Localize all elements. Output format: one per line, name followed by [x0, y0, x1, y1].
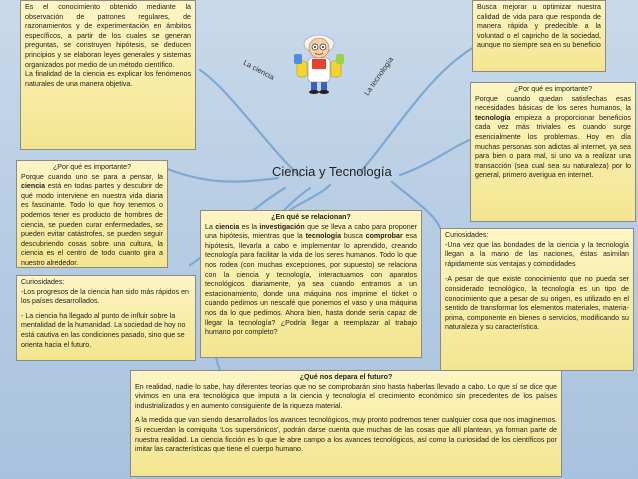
box-futuro [130, 370, 562, 477]
tecnologia-definicion-text: Busca mejorar u optimizar nuestra calidad de vida para que responda de manera rápida y predecible a la voluntad o el capricho de la sociedad, aunque no siempre sea en su beneficio [477, 3, 601, 50]
tecnologia-curiosidades-title: Curiosidades: [445, 231, 489, 239]
ciencia-finalidad-text: La finalidad de la ciencia es explicar los fenómenos naturales de una manera objetiva. [25, 70, 191, 88]
box-ciencia-definicion [20, 0, 196, 150]
tecnologia-importancia-title: ¿Por qué es importante? [513, 85, 593, 93]
ciencia-curiosidades-title: Curiosidades: [21, 278, 65, 286]
relacion-text: La ciencia es la investigación que se lleva a cabo para proponer una hipótesis, mientras que la tecnología busca comprobar esa hipótesis, llevarla a cabo e implementar lo aprendido, creando tecnología para facilitar la vida de los seres humanos. Todo lo que nos rodea (con muchas excepciones, por supuesto) se relaciona con la ciencia y tecnología, interactuamos con aparatos tecnológicos diariamente, ya sea cuando entramos a un estacionamiento, donde una máquina nos imprime el ticket o cuando pedimos un nescafé que ponemos el vaso y una máquina nos da lo que pedimos. Ahora bien, hasta donde seria capaz de llegar la tecnología? ¿Podría llegar a reemplazar al trabajo humano por completo? [205, 222, 417, 337]
connector-to-ciencia-importancia [165, 168, 278, 182]
futuro-paragraph-2: A la medida que van siendo desarrollados los avances tecnológicos, muy pronto podremos tener cualquier cosa que nos imaginemos. Si recuerdan la comiquita ‘Los supersónicos’, podrán darse cuenta que muchas de las cosas que allí plantean, ya forman parte de nuestra realidad. La ciencia ficción es lo que le abre campo a los avances tecnológicos, así como la curiosidad de los científicos por imitar las características que tiene el cuerpo humano. [135, 416, 557, 454]
branch-label-ciencia: La ciencia [241, 58, 276, 82]
futuro-paragraph-1: En realidad, nadie lo sabe, hay diferentes teorías que no se comprobarán sino hasta haberlas llevado a cabo. Lo que sí se dice que vivimos en una era tecnológica que imputa a la ciencia y tecnología el crecimiento económico sin precedentes de los países industrializados y en aumento consiguiente de la riqueza material. [135, 382, 557, 410]
branch-label-tecnologia: La tecnología [362, 55, 396, 98]
connector-to-tecnologia-def [360, 45, 478, 172]
ciencia-importancia-title: ¿Por qué es importante? [52, 163, 132, 171]
box-ciencia-importancia [16, 160, 168, 268]
tecnologia-curiosidades-item-1: -Una vez que las bondades de la ciencia y la tecnología llegan a la mano de las naciones, éstas asimilan rápidamente sus ventajas y comodidades [445, 240, 629, 268]
box-ciencia-curiosidades [16, 275, 196, 361]
ciencia-importancia-text: Porque cuando uno se para a pensar, la ciencia está en todas partes y descubrir de qué modo interviene en nuestra vida diaria es fascinante. Todo lo que hoy tenemos o podemos tener es producto de hombres de ciencia, se pueden curar enfermedades, se pueden evitar catástrofes, se pueden seguir descubriendo cosas sobre una cultura, la ciencia es el centro de todo cuanto gira a nuestro alrededor. [21, 172, 163, 267]
box-tecnologia-definicion [472, 0, 606, 72]
tecnologia-curiosidades-item-2: -A pesar de que existe conocimiento que no pueda ser considerado tecnológico, la tecnología es un tipo de conocimiento que a pesar de su origen, es utilizado en el sentido de transformar los elementos materiales, materia-prima, componente en bienes o servicios, modificando su naturaleza y su característica. [445, 275, 629, 332]
center-title: Ciencia y Tecnología [272, 164, 392, 179]
tecnologia-importancia-text: Porque cuando quedan satisfechas esas necesidades básicas de los seres humanos, la tecnología empieza a proporcionar beneficios cada vez más triviales es cuando surge esencialmente los problemas. Hoy en día muchas personas son adictas al internet, ya sea para bien o para mal, si uno va a realizar una transacción (sea cual sea su naturaleza) por lo general, primero averigua en internet. [475, 94, 631, 180]
futuro-title: ¿Qué nos depara el futuro? [299, 373, 393, 381]
relacion-title: ¿En qué se relacionan? [271, 213, 351, 221]
ciencia-curiosidades-item-1: -Los progresos de la ciencia han sido más rápidos en los países desarrollados. [21, 287, 189, 306]
box-relacion [200, 210, 422, 358]
connector-to-ciencia-def [200, 70, 300, 176]
scientist-mascot-icon [290, 28, 348, 94]
ciencia-definicion-text: Es el conocimiento obtenido mediante la observación de patrones regulares, de razonamientos y de experimentación en ámbitos específicos, a partir de los cuales se generan preguntas, se construyen hipótesis, se deducen principios y se elaboran leyes generales y sistemas organizados por medio de un método científico. [25, 3, 191, 69]
box-tecnologia-importancia [470, 82, 636, 222]
box-tecnologia-curiosidades [440, 228, 634, 371]
connector-to-tecnologia-importancia [400, 140, 470, 175]
ciencia-curiosidades-item-2: - La ciencia ha llegado al punto de influir sobre la mentalidad de la humanidad. La sociedad de hoy no está cautiva en las condiciones pasado, sino que se orienta hacia el futuro. [21, 311, 186, 349]
